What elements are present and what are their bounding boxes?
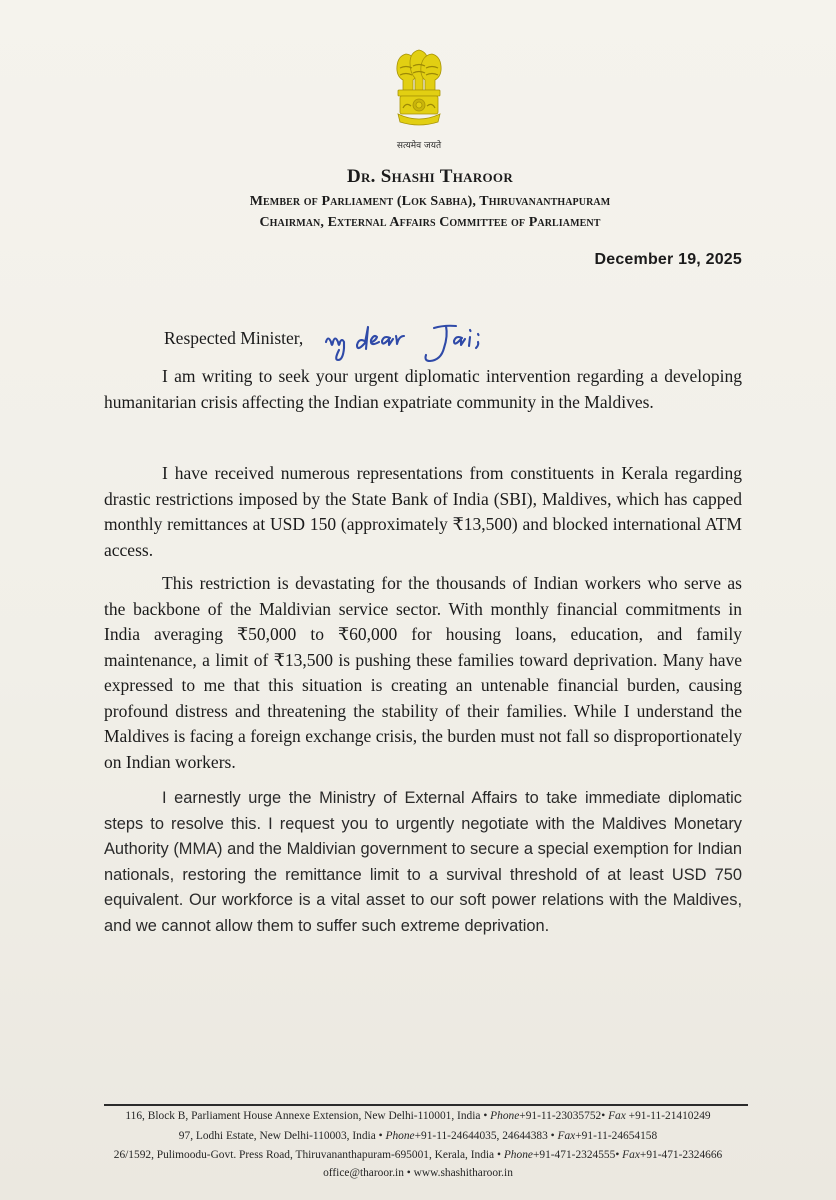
footer-address-parliament <box>60 1110 776 1122</box>
footer-fax-label: Fax <box>608 1110 626 1122</box>
paragraph-4-text: I earnestly urge the Ministry of External Affairs to take immediate diplomatic steps to resolve this. I request you to urgently negotiate with the Maldives Monetary Authority (MMA) and the Maldivian government to secure a special exemption for Indian nationals, restoring the remittance limit to a survival threshold of at least USD 750 equivalent. Our workforce is a vital asset to our soft power relations with the Maldives, and we cannot allow them to suffer such extreme deprivation. <box>104 789 742 935</box>
footer-bullet: • <box>615 1149 620 1161</box>
state-emblem-icon <box>386 48 452 156</box>
footer-address-trivandrum <box>60 1149 776 1161</box>
sender-title-chairman: Chairman, External Affairs Committee of Parliament <box>259 215 601 230</box>
footer-fax-3: +91-471-2324666 <box>639 1149 723 1161</box>
paragraph-3-text: This restriction is devastating for the thousands of Indian workers who serve as the backbone of the Maldivian service sector. With monthly financial commitments in India averaging ₹50,000 to ₹60,000 for housing loans, education, and family maintenance, a limit of ₹13,500 is pushing these families toward deprivation. Many have expressed to me that this situation is creating an untenable financial burden, causing profound distress and threatening the stability of their families. While I understand the Maldives is facing a foreign exchange crisis, the burden must not fall so disproportionately on Indian workers. <box>104 573 742 772</box>
footer-fax-label: Fax <box>557 1130 576 1142</box>
emblem-motto: सत्यमेव जयते <box>396 141 442 151</box>
paragraph-1 <box>104 364 742 415</box>
footer-phone-2: +91-11-24644035, 24644383 <box>414 1130 548 1142</box>
paragraph-2-text: I have received numerous representations from constituents in Kerala regarding drastic restrictions imposed by the State Bank of India (SBI), Maldives, which has capped monthly remittances at USD 150 (approximately ₹13,500) and blocked international ATM access. <box>104 463 742 560</box>
footer-divider <box>104 1104 748 1106</box>
footer-email-link[interactable]: office@tharoor.in <box>323 1167 404 1179</box>
footer-phone-label: Phone <box>503 1149 533 1161</box>
paragraph-2 <box>104 461 742 563</box>
footer-fax-1: +91-11-21410249 <box>628 1110 711 1122</box>
footer-contact-online <box>60 1167 776 1179</box>
footer-phone-label: Phone <box>490 1110 520 1122</box>
footer-address-2: 97, Lodhi Estate, New Delhi-110003, India <box>178 1130 376 1142</box>
footer-bullet: • <box>496 1149 501 1161</box>
footer-address-3: 26/1592, Pulimoodu-Govt. Press Road, Thiruvananthapuram-695001, Kerala, India <box>113 1149 495 1161</box>
handwritten-greeting-text: my dear Jai; <box>322 322 327 323</box>
footer-bullet: • <box>601 1110 606 1122</box>
footer-phone-label: Phone <box>385 1130 415 1142</box>
paragraph-4 <box>104 786 742 939</box>
footer-fax-label: Fax <box>622 1149 640 1161</box>
footer-address-lodhi <box>60 1130 776 1142</box>
footer-phone-3: +91-471-2324555 <box>532 1149 616 1161</box>
paragraph-1-text: I am writing to seek your urgent diplomatic intervention regarding a developing humanitarian crisis affecting the Indian expatriate community in the Maldives. <box>104 366 742 412</box>
sender-name: Dr. Shashi Tharoor <box>346 166 514 187</box>
handwritten-greeting <box>322 322 482 364</box>
footer-bullet: • <box>378 1130 383 1142</box>
footer-bullet: • <box>483 1110 488 1122</box>
paragraph-3 <box>104 571 742 775</box>
salutation: Respected Minister, <box>164 328 304 348</box>
footer-fax-2: +91-11-24654158 <box>575 1130 658 1142</box>
sender-title-mp: Member of Parliament (Lok Sabha), Thiruvananthapuram <box>249 194 611 209</box>
footer-bullet: • <box>550 1130 555 1142</box>
footer-bullet: • <box>406 1167 411 1179</box>
footer-phone-1: +91-11-23035752 <box>519 1110 602 1122</box>
letter-date: December 19, 2025 <box>594 251 742 268</box>
footer-website-link[interactable]: www.shashitharoor.in <box>413 1167 513 1179</box>
footer-address-1: 116, Block B, Parliament House Annexe Extension, New Delhi-110001, India <box>125 1110 481 1122</box>
